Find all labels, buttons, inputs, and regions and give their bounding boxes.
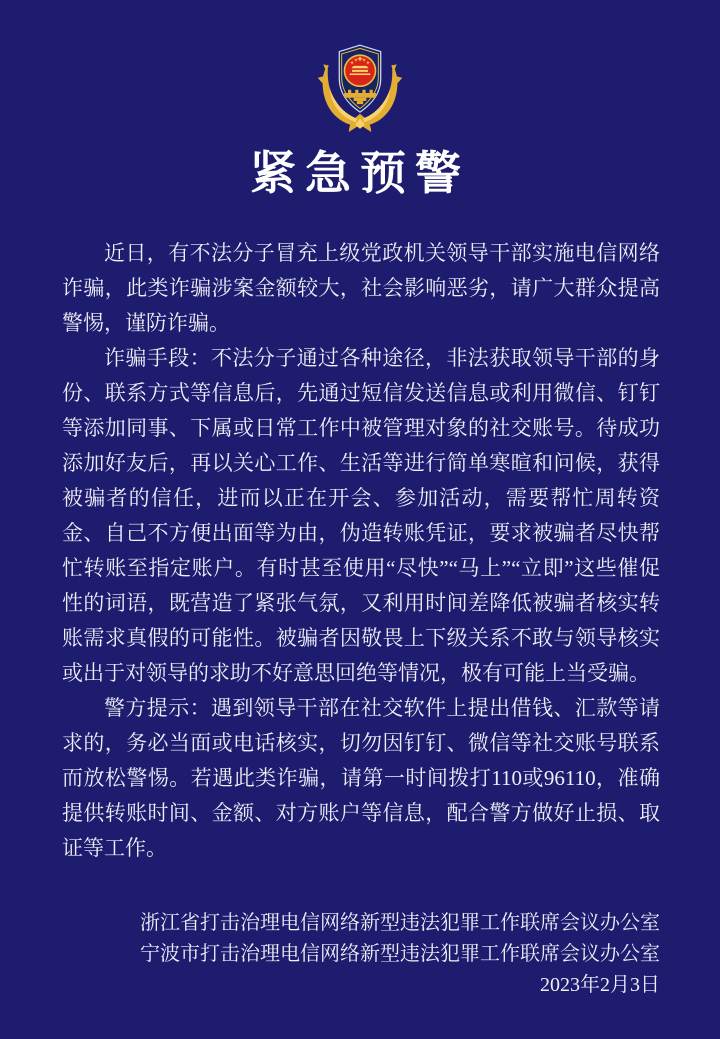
signature-office-zhejiang: 浙江省打击治理电信网络新型违法犯罪工作联席会议办公室 bbox=[140, 912, 660, 934]
police-badge-icon bbox=[312, 42, 408, 136]
signature-block bbox=[62, 908, 660, 1001]
notice-body bbox=[62, 236, 660, 866]
notice-title: 紧急预警 bbox=[250, 148, 470, 199]
signature-date: 2023年2月3日 bbox=[540, 974, 660, 996]
paragraph-fraud-methods: 诈骗手段：不法分子通过各种途径，非法获取领导干部的身份、联系方式等信息后，先通过短信发送信息或利用微信、钉钉等添加同事、下属或日常工作中被管理对象的社交账号。待成功添加好友后，再以关心工作、生活等进行简单寒暄和问候，获得被骗者的信任，进而以正在开会、参加活动，需要帮忙周转资金、自己不方便出面等为由，伪造转账凭证，要求被骗者尽快帮忙转账至指定账户。有时甚至使用“尽快”“马上”“立即”这些催促性的词语，既营造了紧张气氛，又利用时间差降低被骗者核实转账需求真假的可能性。被骗者因敬畏上下级关系不敢与领导核实或出于对领导的求助不好意思回绝等情况，极有可能上当受骗。 bbox=[62, 346, 660, 685]
signature-office-ningbo: 宁波市打击治理电信网络新型违法犯罪工作联席会议办公室 bbox=[140, 943, 660, 965]
paragraph-intro: 近日，有不法分子冒充上级党政机关领导干部实施电信网络诈骗，此类诈骗涉案金额较大，社会影响恶劣，请广大群众提高警惕，谨防诈骗。 bbox=[62, 241, 660, 335]
paragraph-police-tips: 警方提示：遇到领导干部在社交软件上提出借钱、汇款等请求的，务必当面或电话核实，切勿因钉钉、微信等社交账号联系而放松警惕。若遇此类诈骗，请第一时间拨打110或96110，准确提供转账时间、金额、对方账户等信息，配合警方做好止损、取证等工作。 bbox=[62, 696, 660, 860]
